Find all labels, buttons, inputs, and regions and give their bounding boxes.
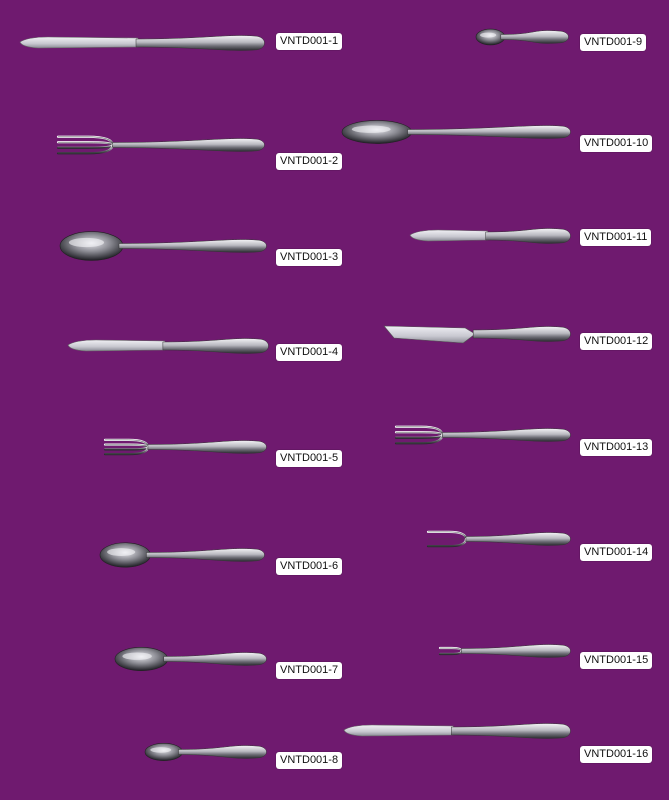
spoon-icon — [145, 740, 270, 764]
product-code-label: VNTD001-3 — [276, 249, 342, 266]
product-code-label: VNTD001-7 — [276, 662, 342, 679]
knife-icon — [408, 227, 574, 245]
product-code-label: VNTD001-10 — [580, 135, 652, 152]
spoon-icon — [476, 26, 572, 48]
product-code-label: VNTD001-15 — [580, 652, 652, 669]
product-code-label: VNTD001-5 — [276, 450, 342, 467]
spoon-icon — [100, 538, 268, 572]
product-code-label: VNTD001-13 — [580, 439, 652, 456]
product-code-label: VNTD001-1 — [276, 33, 342, 50]
snail-fork-icon — [440, 640, 574, 662]
fork-icon — [58, 130, 268, 160]
product-code-label: VNTD001-4 — [276, 344, 342, 361]
knife-icon — [18, 28, 268, 58]
spoon-icon — [60, 226, 270, 266]
spoon-icon — [342, 116, 574, 148]
product-code-label: VNTD001-2 — [276, 153, 342, 170]
product-code-label: VNTD001-9 — [580, 34, 646, 51]
fork-icon — [396, 420, 574, 450]
product-code-label: VNTD001-14 — [580, 544, 652, 561]
soup-spoon-icon — [115, 644, 270, 674]
product-code-label: VNTD001-11 — [580, 229, 651, 246]
fork-icon — [105, 434, 270, 460]
fish-knife-icon — [384, 318, 574, 350]
product-code-label: VNTD001-6 — [276, 558, 342, 575]
fork-icon — [428, 526, 574, 552]
product-code-label: VNTD001-8 — [276, 752, 342, 769]
knife-icon — [66, 333, 272, 359]
product-code-label: VNTD001-12 — [580, 333, 652, 350]
product-code-label: VNTD001-16 — [580, 746, 652, 763]
knife-icon — [342, 718, 574, 744]
